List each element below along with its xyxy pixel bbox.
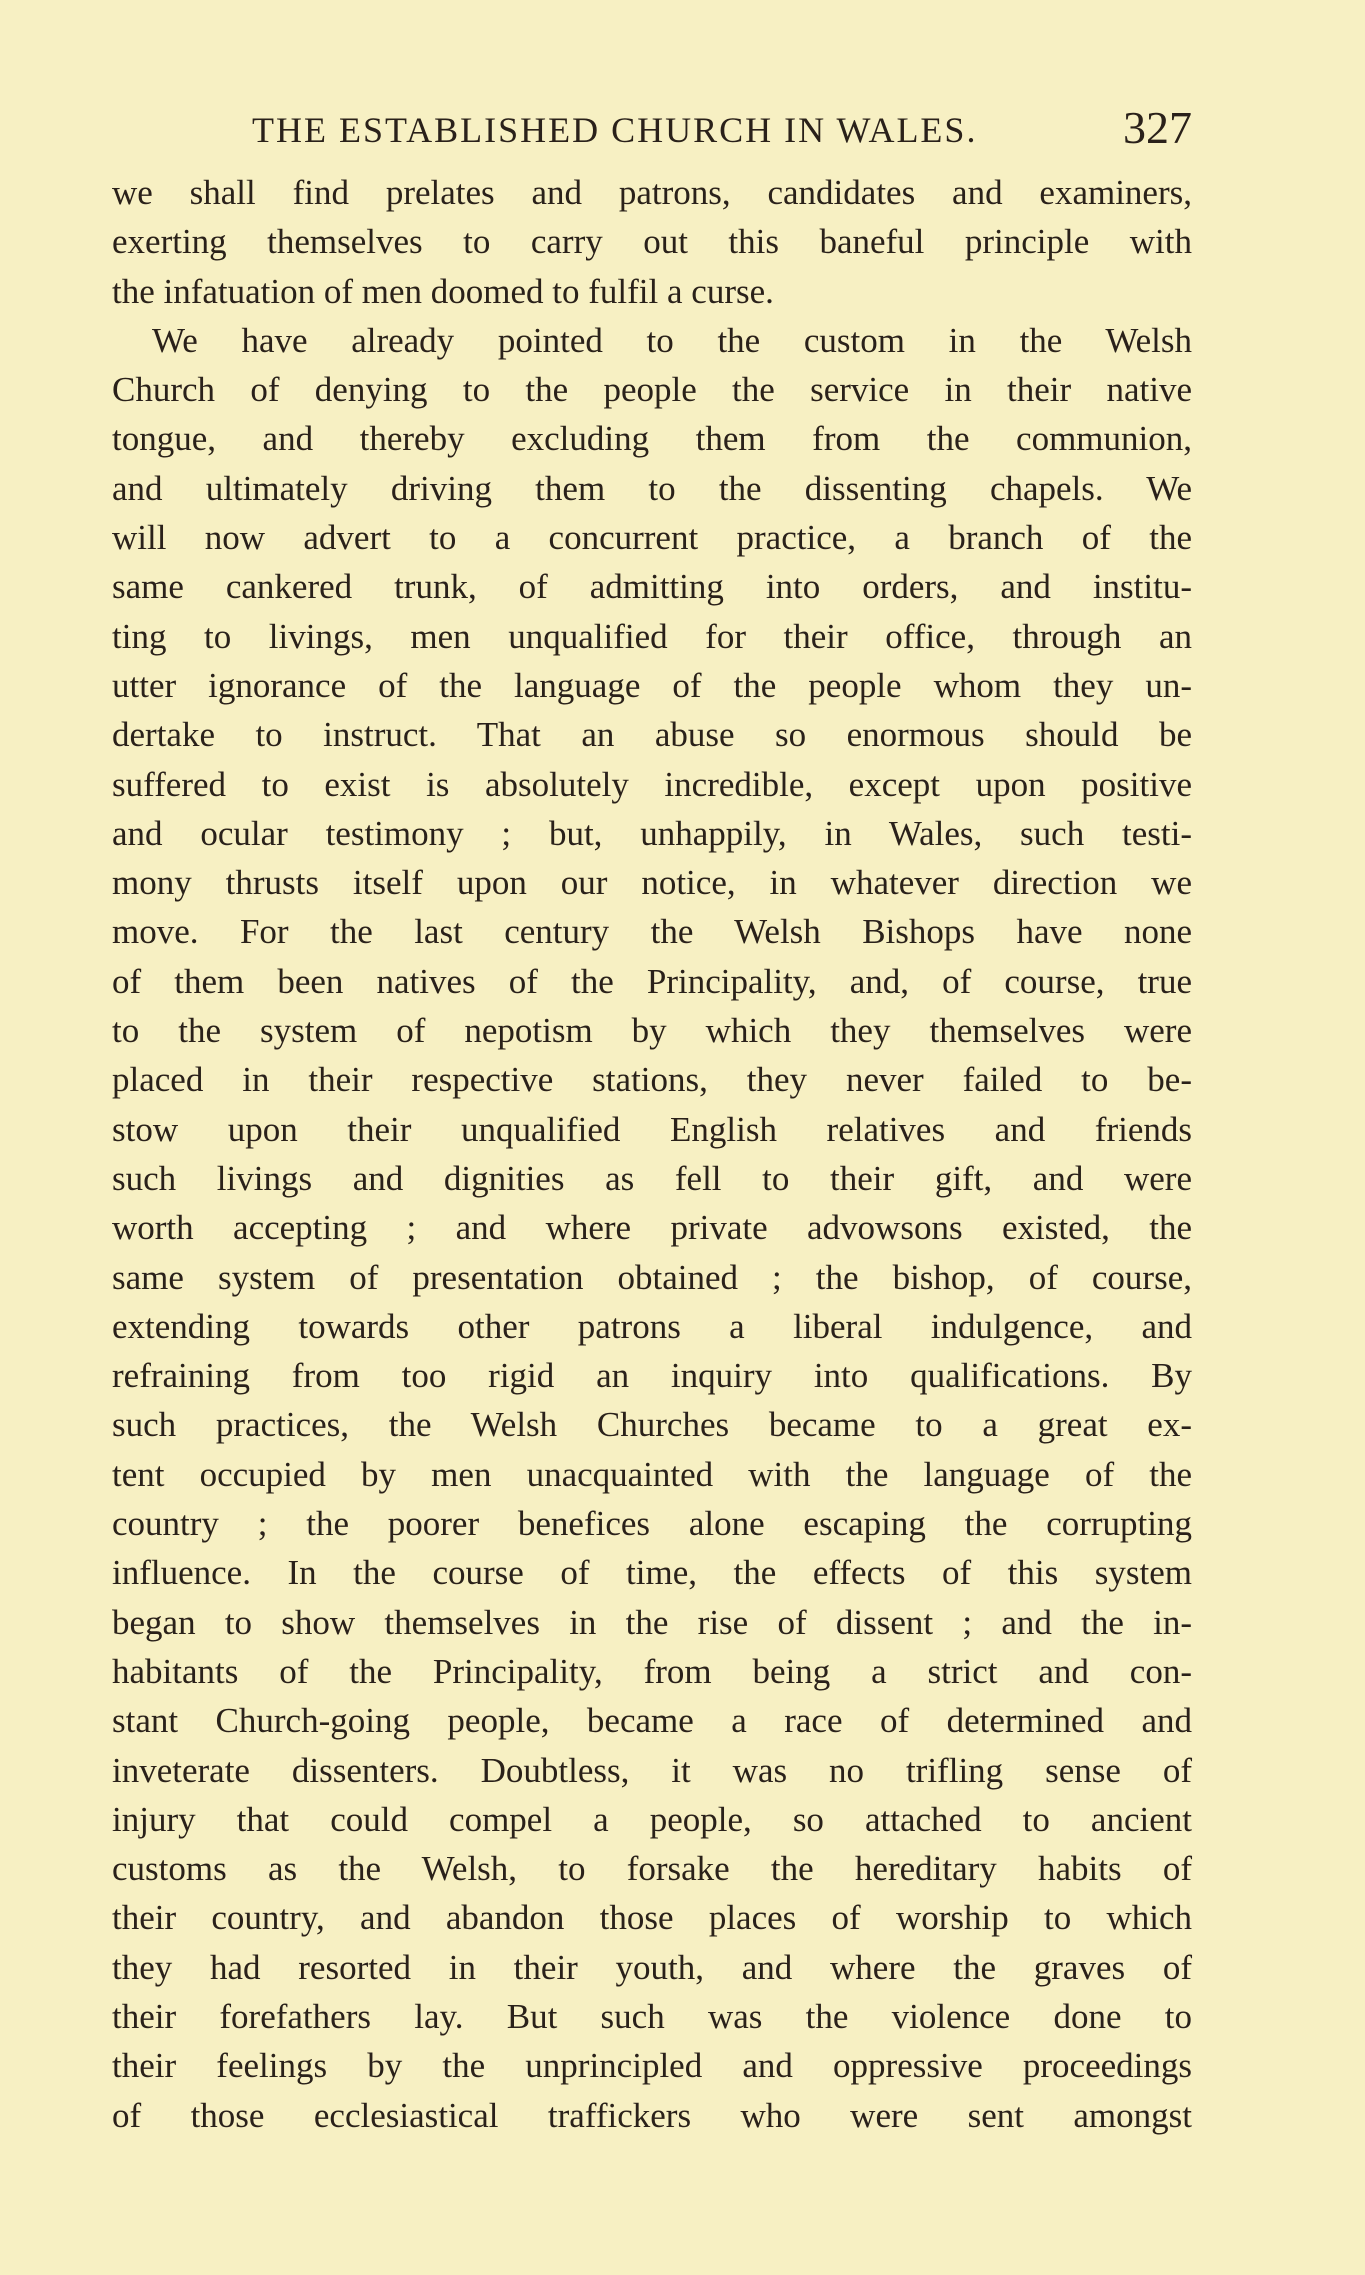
text-line: move. For the last century the Welsh Bishops have none [112,912,1192,952]
text-line: refraining from too rigid an inquiry into qualifications. By [112,1356,1192,1396]
text-line: began to show themselves in the rise of dissent ; and the in- [112,1602,1192,1642]
text-line: extending towards other patrons a liberal indulgence, and [112,1306,1192,1346]
text-line: influence. In the course of time, the effects of this system [112,1553,1192,1593]
text-line: placed in their respective stations, they never failed to be- [112,1060,1192,1100]
text-line: same system of presentation obtained ; the bishop, of course, [112,1257,1192,1297]
text-line: country ; the poorer benefices alone escaping the corrupting [112,1504,1192,1544]
text-line: of those ecclesiastical traffickers who were sent amongst [112,2095,1192,2135]
text-line: their feelings by the unprincipled and oppressive proceedings [112,2046,1192,2086]
text-line: of them been natives of the Principality, and, of course, true [112,961,1192,1001]
text-line: habitants of the Principality, from being a strict and con- [112,1651,1192,1691]
text-line: to the system of nepotism by which they themselves were [112,1011,1192,1051]
text-line: they had resorted in their youth, and where the graves of [112,1947,1192,1987]
text-line: same cankered trunk, of admitting into orders, and institu- [112,567,1192,607]
text-line: we shall find prelates and patrons, candidates and examiners, [112,173,1192,212]
text-line: worth accepting ; and where private advowsons existed, the [112,1208,1192,1248]
text-line: suffered to exist is absolutely incredible, except upon positive [112,764,1192,804]
text-line: stant Church-going people, became a race of determined and [112,1701,1192,1741]
text-line: dertake to instruct. That an abuse so enormous should be [112,715,1192,755]
running-title: THE ESTABLISHED CHURCH IN WALES. [252,110,978,150]
text-line: and ultimately driving them to the dissenting chapels. We [112,468,1192,508]
text-line: and ocular testimony ; but, unhappily, in Wales, such testi- [112,813,1192,853]
text-line: Church of denying to the people the service in their native [112,370,1192,410]
text-line: ting to livings, men unqualified for their office, through an [112,616,1192,656]
text-line: injury that could compel a people, so attached to ancient [112,1799,1192,1839]
text-line: tent occupied by men unacquainted with the language of the [112,1454,1192,1494]
page-number: 327 [1123,102,1192,153]
text-line: mony thrusts itself upon our notice, in whatever direction we [112,863,1192,903]
text-line: tongue, and thereby excluding them from the communion, [112,419,1192,459]
text-line: their forefathers lay. But such was the violence done to [112,1996,1192,2036]
text-line: We have already pointed to the custom in the Welsh [152,320,1192,360]
text-line: utter ignorance of the language of the people whom they un- [112,665,1192,705]
text-line: such livings and dignities as fell to their gift, and were [112,1158,1192,1198]
text-line: their country, and abandon those places of worship to which [112,1898,1192,1938]
text-line: stow upon their unqualified English relatives and friends [112,1109,1192,1149]
text-line: exerting themselves to carry out this baneful principle with [112,222,1192,262]
text-line: such practices, the Welsh Churches became to a great ex- [112,1405,1192,1445]
page-header [112,103,1192,151]
text-line: inveterate dissenters. Doubtless, it was no trifling sense of [112,1750,1192,1790]
text-line: the infatuation of men doomed to fulfil a curse. [112,271,774,311]
text-line: customs as the Welsh, to forsake the hereditary habits of [112,1849,1192,1889]
body-text [112,168,1192,2140]
text-line: will now advert to a concurrent practice, a branch of the [112,518,1192,558]
